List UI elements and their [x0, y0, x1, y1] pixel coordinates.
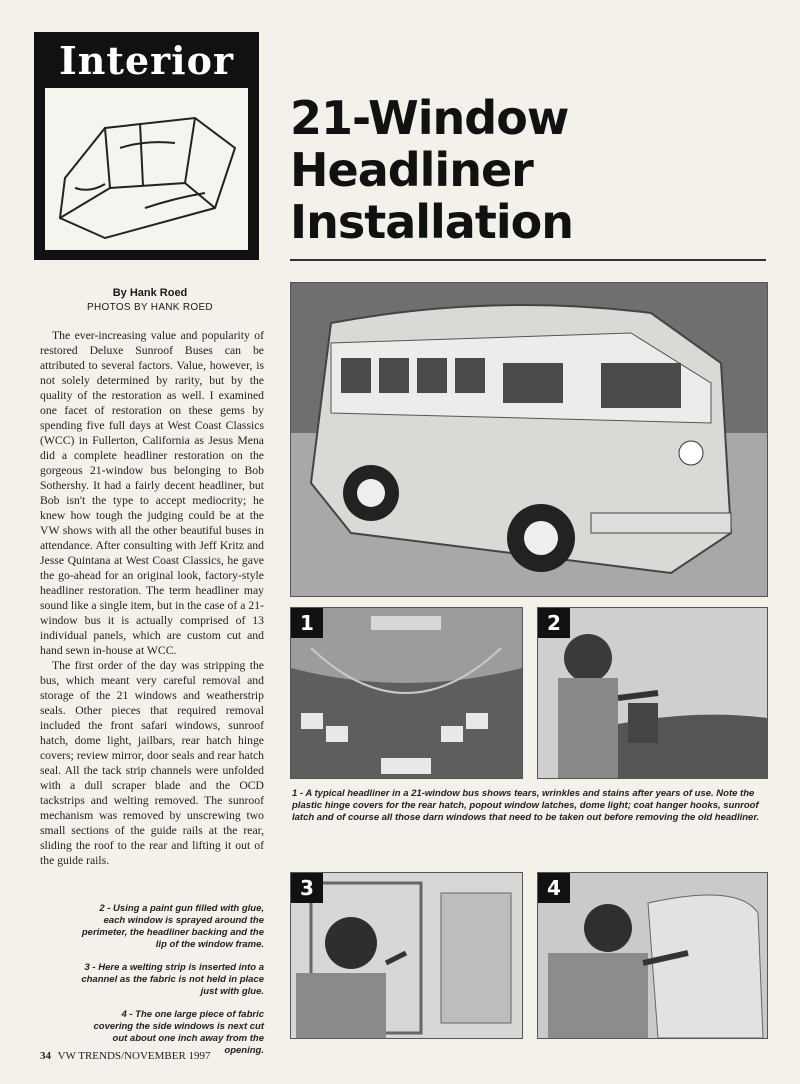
author: By Hank Roed: [112, 287, 188, 299]
photo-1: [290, 607, 523, 779]
byline: [40, 287, 260, 313]
photo-3: [290, 872, 523, 1039]
photo-4: [537, 872, 768, 1039]
body-paragraph: The ever-increasing value and popularity of restored Deluxe Sunroof Buses can be attributed to several factors. Value, however, is not solely determined by rarity, but by the quality of the restoration as well. I examined one facet of restoration on these gems by spending five full days at West Coast Classics (WCC) in Fullerton, California as Jesus Mena did a complete headliner restoration on the gorgeous 21-window bus belonging to Bob Sothershy. It had a fairly decent headliner, but Bob isn't the type to accept mediocrity; he knew how tough the judging could be at the VW shows with all the other beautiful buses in attendance. After consulting with Jeff Kritz and Jesse Quintana at West Coast Classics, he gave the go-ahead for an original look, factory-style headliner restoration. The term headliner may sound like a single item, but in the case of a 21-window bus it is actually comprised of 13 individual panels, which are custom cut and hand sewn in-house at WCC.: [40, 329, 264, 657]
section-label: Interior: [59, 38, 234, 83]
caption-4: 4 - The one large piece of fabric covering the side windows is next cut out about one inch away from the opening.: [93, 1009, 264, 1056]
article-body: [40, 328, 264, 868]
caption-2: 2 - Using a paint gun filled with glue, each window is sprayed around the perimeter, the headliner backing and the lip of the window frame.: [81, 903, 264, 950]
photo-credit: PHOTOS BY HANK ROED: [87, 302, 213, 313]
body-paragraph: The first order of the day was stripping the bus, which meant very careful removal and storage of the 21 windows and weatherstrip seals. Other pieces that required removal included the front safari windows, sunroof hatch, dome light, jailbars, rear hatch hinge covers; review mirror, door seals and rear hatch seal. All the tack strip channels were unfolded with a dull scraper blade and the OCD tackstrips and welting removed. The sunroof mechanism was removed by unscrewing two small sections of the guide rails at the rear, sliding the roof to the rear and lifting it out of the guide rails.: [40, 659, 264, 867]
page-footer: [40, 1050, 211, 1062]
section-logo: [34, 32, 259, 260]
photo-number-4: 4: [538, 873, 570, 903]
headline-line-1: 21-Window: [290, 91, 569, 145]
headline-divider: [290, 259, 766, 261]
caption-3: 3 - Here a welting strip is inserted into a channel as the fabric is not held in place just with glue.: [81, 962, 264, 997]
photo-number-3: 3: [291, 873, 323, 903]
page-number: 34: [40, 1050, 51, 1062]
headliner-line-drawing: [45, 88, 248, 250]
headline-line-2: Headliner: [290, 143, 533, 197]
headline-line-3: Installation: [290, 195, 573, 249]
caption-1: 1 - A typical headliner in a 21-window bus shows tears, wrinkles and stains after years of use. Note the plastic hinge covers for the rear hatch, popout window latches, dome light; coat hanger hooks, sunroof latch and of course all those darn windows that need to be taken out before removing the old headliner.: [292, 788, 760, 823]
photo-2: [537, 607, 768, 779]
photo-number-1: 1: [291, 608, 323, 638]
bus-photo: [290, 282, 768, 597]
photo-number-2: 2: [538, 608, 570, 638]
magazine-issue: VW TRENDS/NOVEMBER 1997: [57, 1050, 211, 1062]
article-headline: [290, 92, 770, 248]
